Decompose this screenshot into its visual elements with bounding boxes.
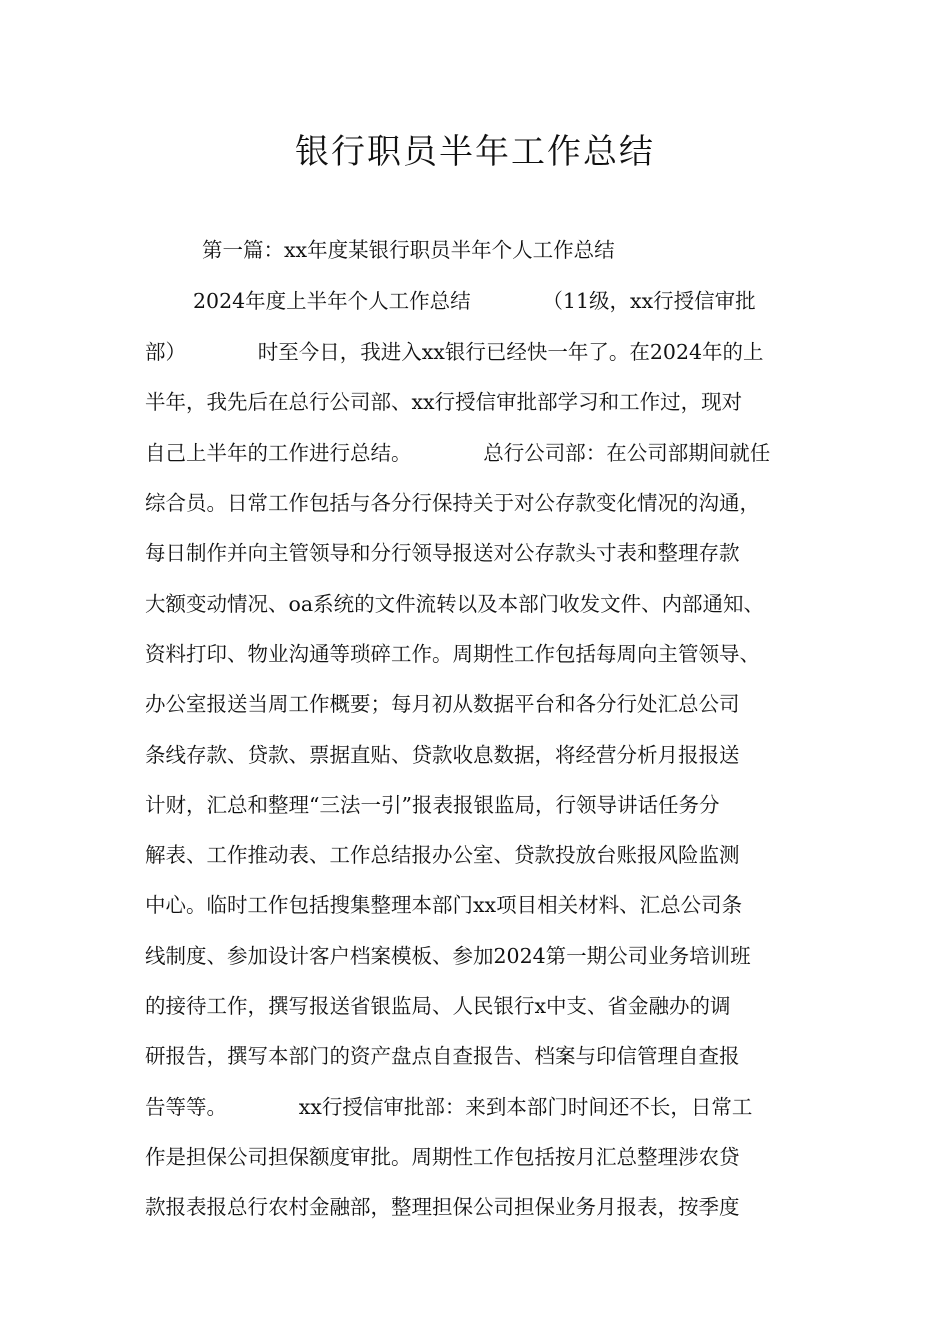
paragraph-line: 综合员。日常工作包括与各分行保持关于对公存款变化情况的沟通， [145,491,760,515]
paragraph-line: 条线存款、贷款、票据直贴、贷款收息数据，将经营分析月报报送 [145,743,740,767]
paragraph-line: 大额变动情况、oa系统的文件流转以及本部门收发文件、内部通知、 [145,592,765,616]
paragraph-line: 资料打印、物业沟通等琐碎工作。周期性工作包括每周向主管领导、 [145,642,760,666]
paragraph-line: 中心。临时工作包括搜集整理本部门xx项目相关材料、汇总公司条 [145,893,743,917]
paragraph-line: 告等等。 xx行授信审批部：来到本部门时间还不长，日常工 [145,1095,753,1119]
paragraph-line: 的接待工作，撰写报送省银监局、人民银行x中支、省金融办的调 [145,994,731,1018]
paragraph-line: 部） 时至今日，我进入xx银行已经快一年了。在2024年的上 [145,340,764,364]
document-title: 银行职员半年工作总结 [295,132,655,172]
paragraph-line: 每日制作并向主管领导和分行领导报送对公存款头寸表和整理存款 [145,541,740,565]
paragraph-line: 自己上半年的工作进行总结。 总行公司部：在公司部期间就任 [145,441,771,465]
paragraph-line: 半年，我先后在总行公司部、xx行授信审批部学习和工作过，现对 [145,390,743,414]
paragraph-line: 线制度、参加设计客户档案模板、参加2024第一期公司业务培训班 [145,944,751,968]
paragraph-line: 研报告，撰写本部门的资产盘点自查报告、档案与印信管理自查报 [145,1044,740,1068]
paragraph-line: 办公室报送当周工作概要；每月初从数据平台和各分行处汇总公司 [145,692,740,716]
paragraph-line: 2024年度上半年个人工作总结 （11级，xx行授信审批 [193,289,756,313]
paragraph-line: 计财，汇总和整理“三法一引”报表报银监局，行领导讲话任务分 [145,793,720,817]
paragraph-line: 款报表报总行农村金融部，整理担保公司担保业务月报表，按季度 [145,1195,740,1219]
section-heading: 第一篇：xx年度某银行职员半年个人工作总结 [202,238,615,262]
paragraph-line: 解表、工作推动表、工作总结报办公室、贷款投放台账报风险监测 [145,843,740,867]
paragraph-line: 作是担保公司担保额度审批。周期性工作包括按月汇总整理涉农贷 [145,1145,740,1169]
